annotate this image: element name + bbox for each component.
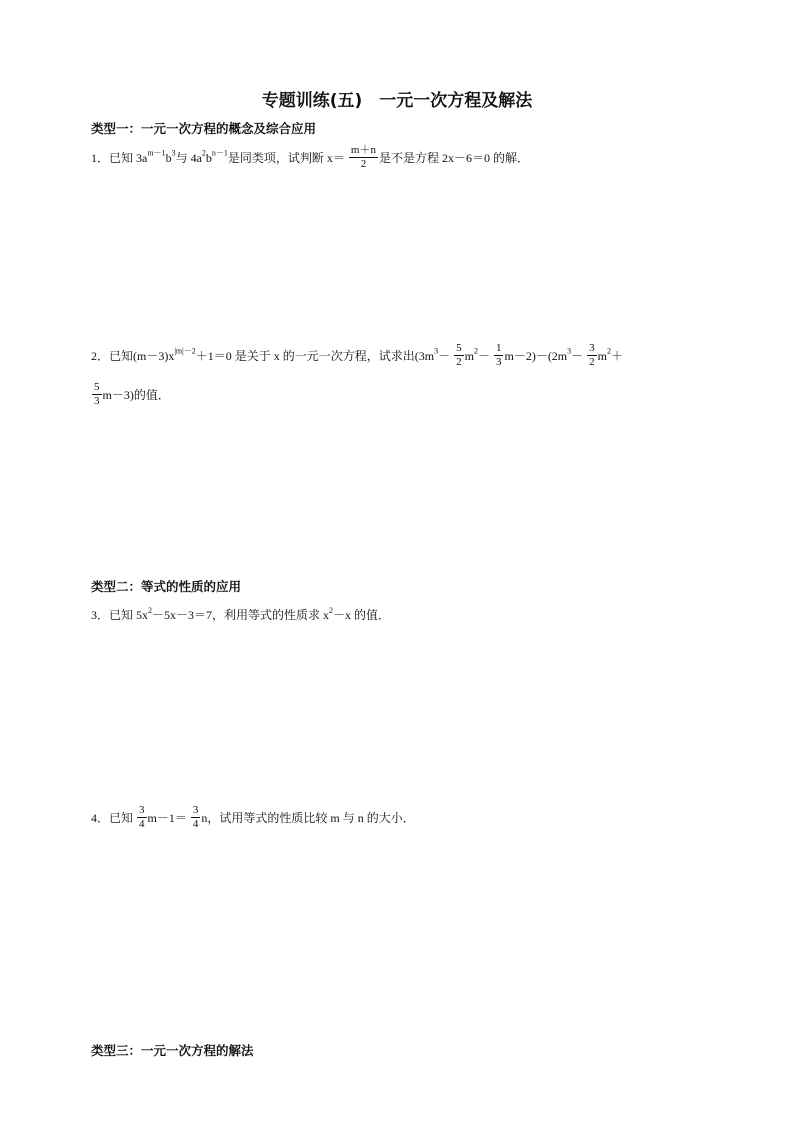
q1-fraction: [349, 144, 378, 171]
q1-prefix: 1．已知 3a: [91, 150, 148, 165]
q2-fraction-3: [587, 342, 597, 369]
q2-f2-num: 1: [495, 342, 502, 354]
q2-mid4: －: [477, 348, 490, 363]
q2-f4-num: 5: [94, 381, 100, 393]
q2-f3-num: 3: [589, 342, 595, 354]
q3-exp2: 2: [329, 606, 334, 615]
q2-exp1: |m|－2: [174, 346, 196, 356]
q3-exp1: 2: [148, 606, 153, 615]
q4-f1-num: 3: [139, 804, 145, 816]
question-3: [91, 603, 390, 623]
q2-mid6: －: [571, 348, 584, 363]
q4-fraction-1: [137, 804, 147, 831]
q2-exp2: 3: [434, 346, 439, 356]
question-2: [91, 342, 623, 369]
q1-frac-den: 2: [360, 158, 367, 170]
q2-suffix: m－3)的值．: [102, 387, 170, 402]
question-4: [91, 804, 415, 831]
q1-mid2: 与 4a: [175, 150, 202, 165]
q2-fraction-2: [494, 342, 504, 369]
q1-exp4: n－1: [211, 148, 228, 158]
q2-fraction-4: [92, 381, 102, 408]
question-1: [91, 144, 529, 171]
q2-f1-num: 5: [456, 342, 462, 354]
q2-prefix: 2．已知(m－3)x: [91, 348, 175, 363]
q1-suffix: 是不是方程 2x－6＝0 的解．: [378, 150, 529, 165]
q1-frac-num: m＋n: [350, 144, 376, 156]
q1-exp3: 2: [201, 148, 206, 158]
page-title: 专题训练(五) 一元一次方程及解法: [261, 91, 533, 111]
q4-prefix: 4．已知: [91, 810, 134, 825]
q2-exp3: 2: [473, 346, 478, 356]
q2-fraction-1: [454, 342, 464, 369]
section-heading-type-1: 类型一：一元一次方程的概念及综合应用: [91, 121, 317, 136]
q4-fraction-2: [191, 804, 201, 831]
q2-f1-den: 2: [456, 356, 462, 368]
q2-mid1: ＋1＝0 是关于 x 的一元一次方程，试求出(3m: [195, 348, 435, 363]
q1-exp2: 3: [171, 148, 176, 158]
q4-f2-den: 4: [192, 818, 199, 830]
q2-f2-den: 3: [495, 356, 502, 368]
q3-suffix: －x 的值．: [333, 608, 391, 623]
q1-mid4: 是同类项，试判断 x＝: [227, 150, 345, 165]
q2-mid5: m－2)－(2m: [504, 348, 568, 363]
q4-f2-num: 3: [192, 804, 199, 816]
section-heading-type-3: 类型三：一元一次方程的解法: [91, 1043, 254, 1058]
q1-mid3: b: [205, 150, 212, 165]
q2-f4-den: 3: [94, 395, 100, 407]
q4-f1-den: 4: [139, 818, 145, 830]
q2-mid7: m: [597, 348, 608, 363]
q2-mid2: －: [438, 348, 451, 363]
section-heading-type-2: 类型二：等式的性质的应用: [91, 579, 242, 594]
q4-suffix: n，试用等式的性质比较 m 与 n 的大小．: [201, 810, 415, 825]
q2-exp5: 2: [607, 346, 612, 356]
q3-mid1: －5x－3＝7，利用等式的性质求 x: [152, 608, 330, 623]
q3-prefix: 3．已知 5x: [91, 608, 149, 623]
q2-mid3: m: [464, 348, 474, 363]
q2-f3-den: 2: [589, 356, 595, 368]
q4-mid1: m－1＝: [147, 810, 187, 825]
question-2-continued: [91, 381, 170, 408]
q2-exp4: 3: [567, 346, 572, 356]
q2-mid8: ＋: [611, 348, 624, 363]
q1-exp1: m－1: [147, 148, 166, 158]
q1-mid1: b: [165, 150, 172, 165]
